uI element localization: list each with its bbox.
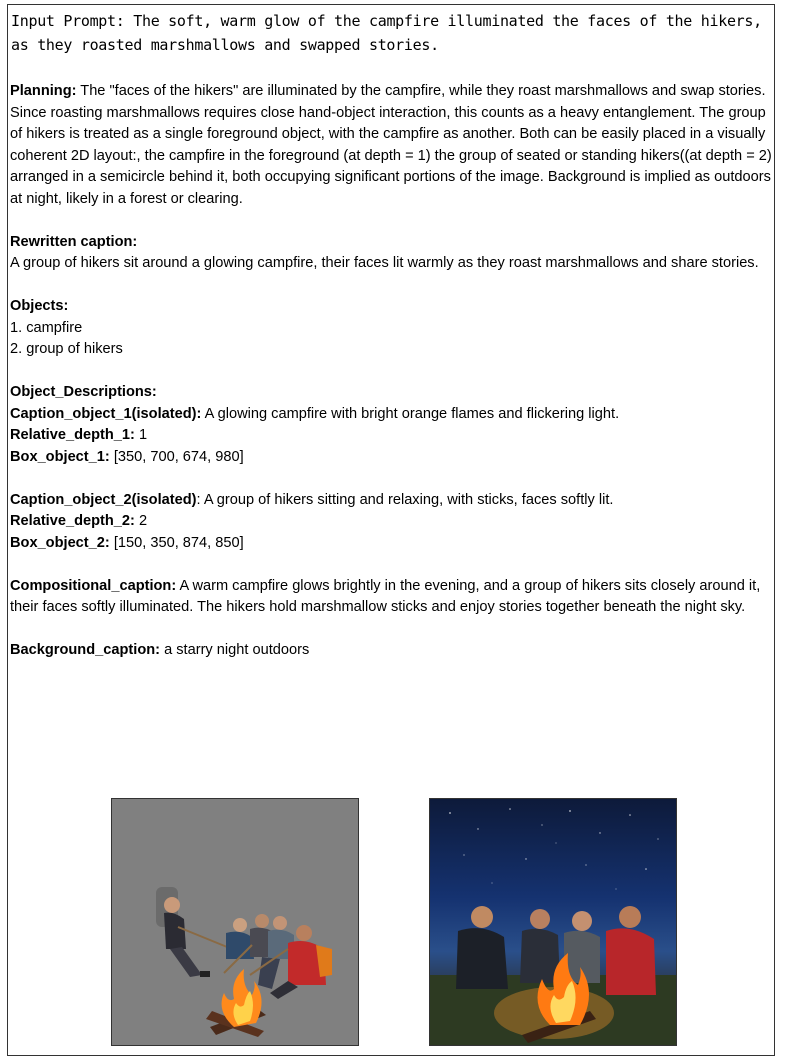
stars bbox=[449, 808, 658, 889]
campfire-figure bbox=[206, 969, 266, 1037]
object2-caption-label: Caption_object_2(isolated) bbox=[10, 491, 197, 508]
compositional-caption-text: A warm campfire glows brightly in the evening, and a group of hikers sits closely around it, their faces softly illuminated. The hikers hold marshmallow sticks and enjoy stories together beneath the night sky. bbox=[10, 577, 761, 615]
compositional-caption bbox=[10, 576, 772, 619]
rewritten-caption-text: A group of hikers sit around a glowing campfire, their faces lit warmly as they roast marshmallows and share stories. bbox=[10, 255, 759, 271]
object1-box-label: Box_object_1: bbox=[10, 448, 110, 465]
object-item: 1. campfire bbox=[10, 319, 83, 336]
background-caption-label: Background_caption: bbox=[10, 642, 161, 658]
input-prompt-label: Input Prompt: bbox=[11, 12, 125, 30]
object1-depth bbox=[10, 425, 772, 447]
object2-caption-text: : A group of hikers sitting and relaxing, with sticks, faces softly lit. bbox=[196, 491, 614, 508]
compositional-caption-label: Compositional_caption: bbox=[10, 577, 177, 594]
background-caption bbox=[10, 640, 772, 662]
object1-depth-label: Relative_depth_1: bbox=[10, 427, 135, 443]
object2-depth-label: Relative_depth_2: bbox=[10, 513, 135, 529]
object1-caption-text: A glowing campfire with bright orange flames and flickering light. bbox=[204, 405, 620, 422]
rewritten-caption-label: Rewritten caption: bbox=[10, 233, 138, 250]
document-body bbox=[10, 81, 772, 662]
object2-box-label: Box_object_2: bbox=[10, 534, 110, 551]
object2-box bbox=[10, 533, 772, 555]
object1-caption-label: Caption_object_1(isolated): bbox=[10, 405, 202, 422]
composited-scene-illustration bbox=[430, 799, 676, 1045]
input-prompt-text: The soft, warm glow of the campfire illuminated the faces of the hikers, as they roasted marshmallows and swapped stories. bbox=[11, 12, 762, 54]
object1-depth-value: 1 bbox=[138, 427, 148, 443]
object1-caption bbox=[10, 404, 772, 426]
object1-box bbox=[10, 447, 772, 469]
isolated-objects-image bbox=[111, 798, 359, 1046]
planning-label: Planning: bbox=[10, 83, 77, 99]
planning-text: The "faces of the hikers" are illuminated by the campfire, while they roast marshmallows and swap stories. Since roasting marshmallows requires close hand-object interaction, this counts as a heavy entanglement. The group of hikers is treated as a single foreground object, with the campfire as another. Both can be easily placed in a visually coherent 2D layout:, the campfire in the foreground (at depth = 1) the group of seated or standing hikers((at depth = 2) arranged in a semicircle behind it, both occupying significant portions of the image. Background is implied as outdoors at night, likely in a forest or clearing. bbox=[10, 83, 772, 207]
object2-depth-value: 2 bbox=[138, 513, 148, 529]
objects-label: Objects: bbox=[10, 298, 69, 314]
object2-box-value: [150, 350, 874, 850] bbox=[113, 534, 244, 551]
document-frame bbox=[7, 4, 775, 1056]
object2-caption bbox=[10, 490, 772, 512]
object-item: 2. group of hikers bbox=[10, 341, 123, 357]
planning-paragraph bbox=[10, 81, 772, 210]
background-caption-text: a starry night outdoors bbox=[164, 642, 310, 658]
object2-depth bbox=[10, 511, 772, 533]
composited-scene-image bbox=[429, 798, 677, 1046]
hiker-figure bbox=[156, 887, 232, 977]
object1-box-value: [350, 700, 674, 980] bbox=[113, 448, 244, 465]
isolated-objects-illustration bbox=[112, 799, 358, 1045]
object-descriptions-label: Object_Descriptions: bbox=[10, 384, 157, 400]
input-prompt bbox=[11, 9, 771, 57]
